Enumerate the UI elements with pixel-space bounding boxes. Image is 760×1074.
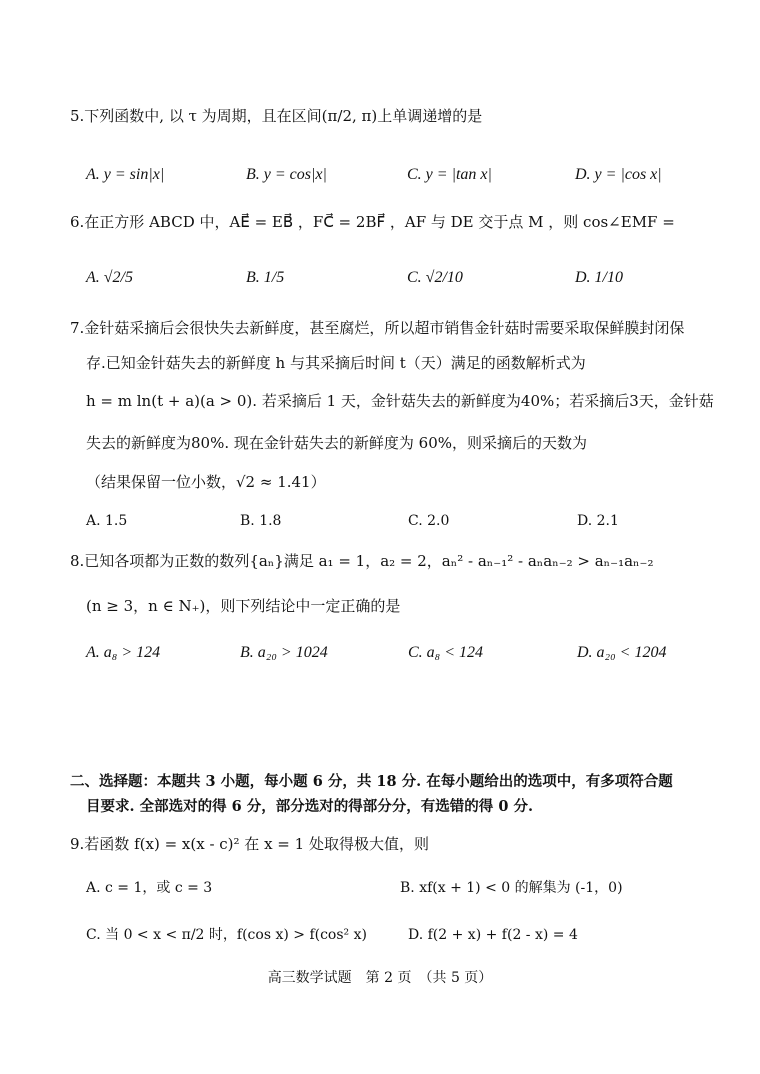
- q9-option-a: A. c = 1，或 c = 3: [86, 880, 213, 896]
- q8-option-b: B. a₂₀ > 1024: [240, 644, 328, 661]
- q6-option-b: B. 1/5: [246, 269, 285, 286]
- q9-option-c: C. 当 0 < x < π/2 时，f(cos x) > f(cos² x): [86, 927, 367, 943]
- q7-line2: 存.已知金针菇失去的新鲜度 h 与其采摘后时间 t（天）满足的函数解析式为: [86, 354, 586, 372]
- q5-option-a: A. y = sin|x|: [86, 166, 165, 183]
- q8-line2: (n ≥ 3，n ∈ N₊)，则下列结论中一定正确的是: [86, 597, 401, 615]
- page-footer: 高三数学试题 第 2 页 （共 5 页）: [267, 970, 493, 986]
- q7-option-c: C. 2.0: [408, 513, 450, 529]
- q6-option-c: C. √2/10: [407, 269, 463, 286]
- q8-line1: 8.已知各项都为正数的数列{aₙ}满足 a₁ = 1，a₂ = 2，aₙ² - aₙ₋₁² - aₙaₙ₋₂ > aₙ₋₁aₙ₋₂: [70, 552, 654, 570]
- q6-stem: 6.在正方形 ABCD 中，AE⃗ = EB⃗ ，FC⃗ = 2BF⃗ ，AF 与 DE 交于点 M ，则 cos∠EMF =: [70, 213, 675, 231]
- q7-line3: h = m ln(t + a)(a > 0). 若采摘后 1 天，金针菇失去的新鲜度为40%；若采摘后3天，金针菇: [86, 392, 714, 410]
- q6-option-d: D. 1/10: [575, 269, 623, 286]
- q5-option-b: B. y = cos|x|: [246, 166, 327, 183]
- q5-option-d: D. y = |cos x|: [575, 166, 662, 183]
- section2-line1: 二、选择题：本题共 3 小题，每小题 6 分，共 18 分. 在每小题给出的选项中，有多项符合题: [70, 773, 673, 790]
- q8-option-a: A. a₈ > 124: [86, 644, 161, 661]
- q8-option-d: D. a₂₀ < 1204: [577, 644, 667, 661]
- q9-option-b: B. xf(x + 1) < 0 的解集为 (-1，0): [400, 880, 623, 896]
- q7-line5: （结果保留一位小数，√2 ≈ 1.41）: [86, 473, 326, 491]
- q9-option-d: D. f(2 + x) + f(2 - x) = 4: [408, 927, 578, 943]
- q7-line4: 失去的新鲜度为80%. 现在金针菇失去的新鲜度为 60%，则采摘后的天数为: [86, 434, 587, 452]
- q6-option-a: A. √2/5: [86, 269, 133, 286]
- q7-option-a: A. 1.5: [86, 513, 128, 529]
- q8-option-c: C. a₈ < 124: [408, 644, 484, 661]
- q7-option-b: B. 1.8: [240, 513, 282, 529]
- q7-line1: 7.金针菇采摘后会很快失去新鲜度，甚至腐烂，所以超市销售金针菇时需要采取保鲜膜封闭保: [70, 319, 685, 337]
- q5-stem: 5.下列函数中, 以 τ 为周期，且在区间(π/2, π)上单调递增的是: [70, 107, 483, 125]
- q5-option-c: C. y = |tan x|: [407, 166, 492, 183]
- section2-line2: 目要求. 全部选对的得 6 分，部分选对的得部分分，有选错的得 0 分.: [86, 798, 534, 815]
- q7-option-d: D. 2.1: [577, 513, 619, 529]
- q9-stem: 9.若函数 f(x) = x(x - c)² 在 x = 1 处取得极大值，则: [70, 835, 429, 853]
